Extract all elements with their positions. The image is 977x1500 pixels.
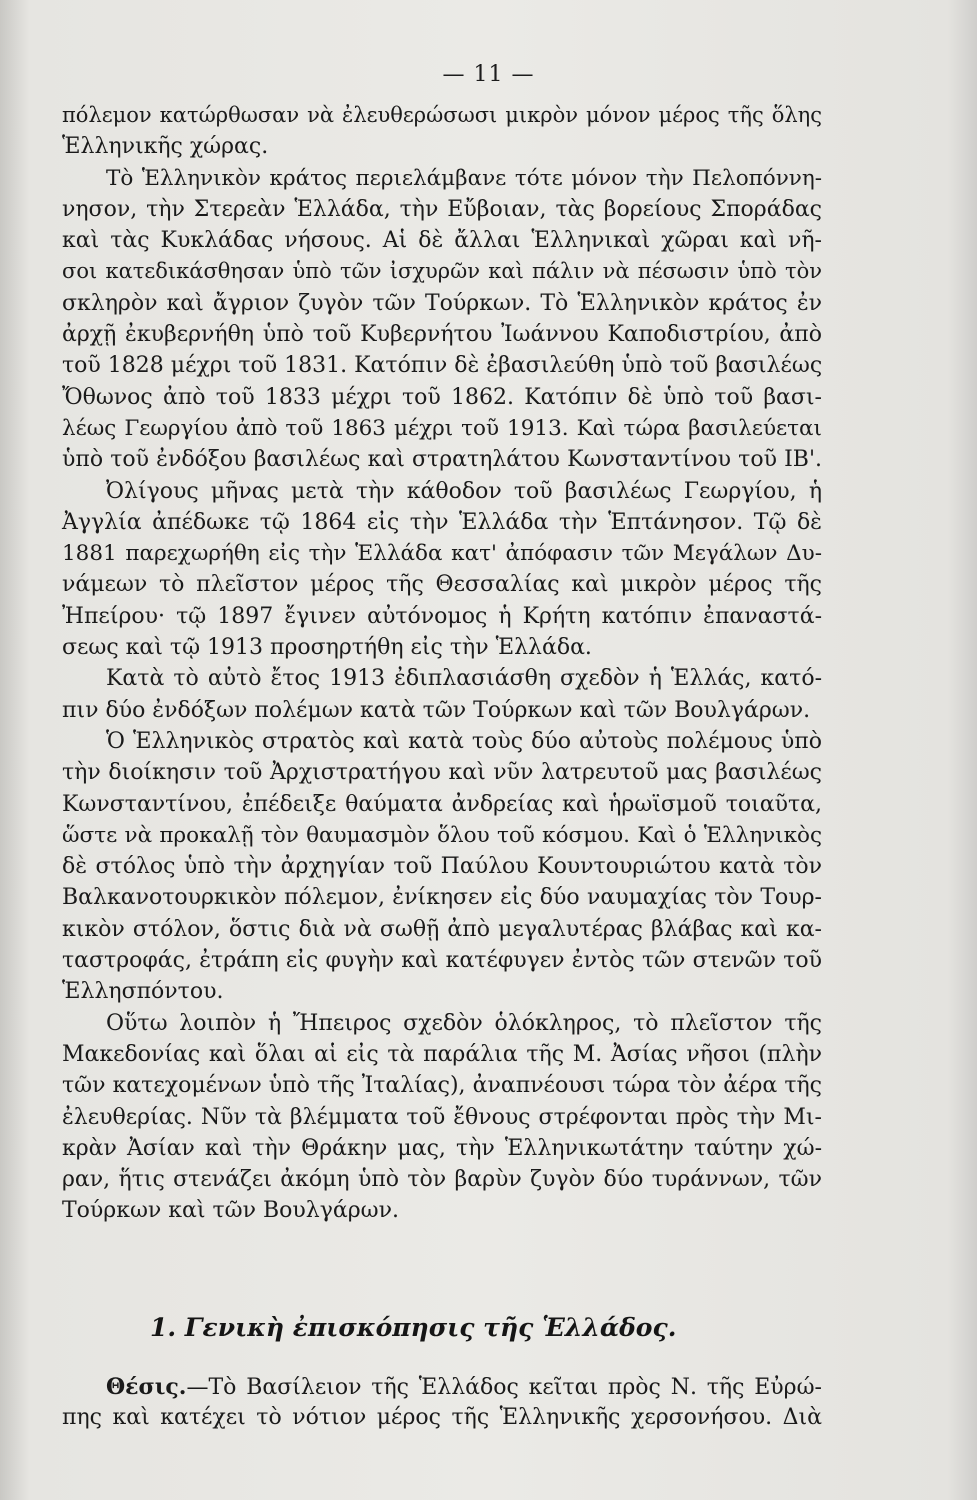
text-line: ὑπὸ τοῦ ἐνδόξου βασιλέως καὶ στρατηλάτου Κωνσταντίνου τοῦ ΙΒ'.	[62, 447, 822, 473]
text-line: Ὀλίγους μῆνας μετὰ τὴν κάθοδον τοῦ βασιλέως Γεωργίου, ἡ	[106, 478, 822, 504]
text-line: ἐλευθερίας. Νῦν τὰ βλέμματα τοῦ ἔθνους στρέφονται πρὸς τὴν Μι-	[62, 1104, 822, 1130]
text-line: Ἑλληνικῆς χώρας.	[62, 134, 269, 160]
text-line: νάμεων τὸ πλεῖστον μέρος τῆς Θεσσαλίας καὶ μικρὸν μέρος τῆς	[62, 572, 822, 598]
text-line: ὥστε νὰ προκαλῇ τὸν θαυμασμὸν ὅλου τοῦ κόσμου. Καὶ ὁ Ἑλληνικὸς	[62, 822, 822, 848]
text-line: τοῦ 1828 μέχρι τοῦ 1831. Κατόπιν δὲ ἐβασιλεύθη ὑπὸ τοῦ βασιλέως	[62, 353, 823, 379]
body-text	[62, 100, 822, 1227]
text-line: νησον, τὴν Στερεὰν Ἑλλάδα, τὴν Εὔβοιαν, τὰς βορείους Σποράδας	[62, 196, 822, 222]
text-line	[62, 1370, 822, 1401]
text-line: πόλεμον κατώρθωσαν νὰ ἐλευθερώσωσι μικρὸν μόνον μέρος τῆς ὅλης	[62, 103, 822, 127]
text-line: Τούρκων καὶ τῶν Βουλγάρων.	[62, 1198, 399, 1224]
text-line: λέως Γεωργίου ἀπὸ τοῦ 1863 μέχρι τοῦ 1913. Καὶ τώρα βασιλεύεται	[62, 415, 822, 441]
text-line: καὶ τὰς Κυκλάδας νήσους. Αἱ δὲ ἄλλαι Ἑλληνικαὶ χῶραι καὶ νῆ-	[62, 228, 822, 254]
text-line: Κατὰ τὸ αὐτὸ ἔτος 1913 ἐδιπλασιάσθη σχεδὸν ἡ Ἑλλάς, κατό-	[106, 666, 822, 692]
text-line: Ἀγγλία ἀπέδωκε τῷ 1864 εἰς τὴν Ἑλλάδα τὴν Ἑπτάνησον. Τῷ δὲ	[62, 509, 822, 535]
page-number: — 11 —	[442, 62, 535, 87]
text-line: τὴν διοίκησιν τοῦ Ἀρχιστρατήγου καὶ νῦν λατρευτοῦ μας βασιλέως	[62, 760, 822, 786]
text-line: Ἠπείρου· τῷ 1897 ἔγινεν αὐτόνομος ἡ Κρήτη κατόπιν ἐπαναστά-	[62, 603, 822, 629]
text-line: Οὕτω λοιπὸν ἡ Ἤπειρος σχεδὸν ὁλόκληρος, τὸ πλεῖστον τῆς	[106, 1010, 822, 1036]
text-line: πης καὶ κατέχει τὸ νότιον μέρος τῆς Ἑλληνικῆς χερσονήσου. Διὰ	[62, 1405, 822, 1431]
text-run: —Τὸ Βασίλειον τῆς Ἑλλάδος κεῖται πρὸς Ν. τῆς Εὐρώ-	[186, 1375, 822, 1400]
text-line: σκληρὸν καὶ ἄγριον ζυγὸν τῶν Τούρκων. Τὸ Ἑλληνικὸν κράτος ἐν	[62, 290, 822, 316]
text-line: 1881 παρεχωρήθη εἰς τὴν Ἑλλάδα κατ' ἀπόφασιν τῶν Μεγάλων Δυ-	[62, 541, 822, 567]
lead-word: Θέσις.	[106, 1374, 187, 1400]
text-line: ταστροφάς, ἐτράπη εἰς φυγὴν καὶ κατέφυγεν ἐντὸς τῶν στενῶν τοῦ	[62, 948, 822, 974]
text-line: Ἑλλησπόντου.	[62, 979, 224, 1005]
text-line: Βαλκανοτουρκικὸν πόλεμον, ἐνίκησεν εἰς δύο ναυμαχίας τὸν Τουρ-	[62, 885, 822, 911]
text-line: Ὁ Ἑλληνικὸς στρατὸς καὶ κατὰ τοὺς δύο αὐτοὺς πολέμους ὑπὸ	[106, 728, 822, 754]
text-line: ἀρχῇ ἐκυβερνήθη ὑπὸ τοῦ Κυβερνήτου Ἰωάννου Καποδιστρίου, ἀπὸ	[62, 322, 822, 348]
section-heading: 1. Γενικὴ ἐπισκόπησις τῆς Ἑλλάδος.	[150, 1313, 677, 1342]
text-line: δὲ στόλος ὑπὸ τὴν ἀρχηγίαν τοῦ Παύλου Κουντουριώτου κατὰ τὸν	[62, 854, 822, 880]
text-line: σεως καὶ τῷ 1913 προσηρτήθη εἰς τὴν Ἑλλάδα.	[62, 635, 592, 661]
section-body	[62, 1370, 822, 1433]
text-line: Τὸ Ἑλληνικὸν κράτος περιελάμβανε τότε μόνον τὴν Πελοπόννη-	[106, 165, 822, 191]
text-line: πιν δύο ἐνδόξων πολέμων κατὰ τῶν Τούρκων καὶ τῶν Βουλγάρων.	[62, 697, 811, 723]
text-line: τῶν κατεχομένων ὑπὸ τῆς Ἰταλίας), ἀναπνέουσι τώρα τὸν ἀέρα τῆς	[62, 1073, 822, 1099]
text-line: ραν, ἥτις στενάζει ἀκόμη ὑπὸ τὸν βαρὺν ζυγὸν δύο τυράννων, τῶν	[62, 1167, 822, 1193]
text-line: σοι κατεδικάσθησαν ὑπὸ τῶν ἰσχυρῶν καὶ πάλιν νὰ πέσωσιν ὑπὸ τὸν	[62, 259, 822, 284]
text-line: κικὸν στόλον, ὅστις διὰ νὰ σωθῇ ἀπὸ μεγαλυτέρας βλάβας καὶ κα-	[62, 916, 822, 942]
text-line: Μακεδονίας καὶ ὅλαι αἱ εἰς τὰ παράλια τῆς Μ. Ἀσίας νῆσοι (πλὴν	[62, 1041, 822, 1067]
text-line: κρὰν Ἀσίαν καὶ τὴν Θράκην μας, τὴν Ἑλληνικωτάτην ταύτην χώ-	[62, 1135, 822, 1161]
text-line: Κωνσταντίνου, ἐπέδειξε θαύματα ἀνδρείας καὶ ἡρωϊσμοῦ τοιαῦτα,	[62, 791, 822, 817]
text-line: Ὄθωνος ἀπὸ τοῦ 1833 μέχρι τοῦ 1862. Κατόπιν δὲ ὑπὸ τοῦ βασι-	[62, 384, 822, 410]
